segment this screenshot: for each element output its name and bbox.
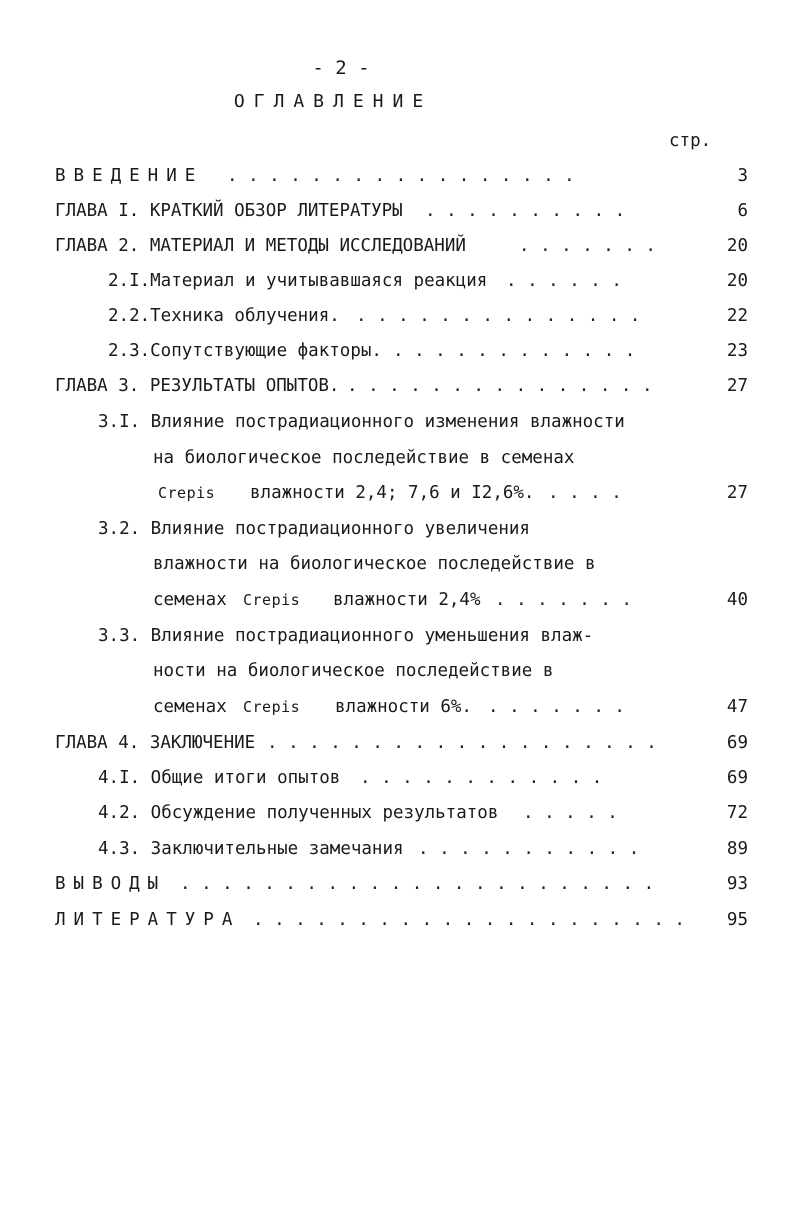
toc-leader-dots: . . . . . . . xyxy=(495,590,632,610)
toc-leader-dots: . . . . . xyxy=(523,803,618,823)
toc-page-number: 95 xyxy=(726,910,748,930)
toc-page-number: 69 xyxy=(726,768,748,788)
toc-page-number: 89 xyxy=(726,839,748,859)
toc-page-number: 27 xyxy=(726,483,748,503)
toc-page-number: 6 xyxy=(737,201,748,221)
toc-page-number: 72 xyxy=(726,803,748,823)
toc-entry-title: ВЫВОДЫ xyxy=(55,874,167,894)
page-column-label: стр. xyxy=(669,131,712,151)
toc-leader-dots: . . . . . . . . . . . . xyxy=(393,341,636,361)
toc-entry-title: семенах xyxy=(153,590,227,610)
toc-leader-dots: . . . . . . . . . . . . . . . . . . . xyxy=(267,733,657,753)
toc-entry-title: ности на биологическое последействие в xyxy=(153,661,554,681)
toc-entry-title: 2.2.Техника облучения. xyxy=(108,306,340,326)
toc-page-number: 20 xyxy=(726,236,748,256)
toc-entry-title: 3.3. Влияние пострадиационного уменьшения влаж- xyxy=(98,626,594,646)
toc-leader-dots: . . . . . . . . . . . . . . . . . . . . . xyxy=(253,910,685,930)
toc-leader-dots: . . . . . . . . . . . . . . xyxy=(356,306,641,326)
toc-leader-dots: . . . . . . . . . . . xyxy=(418,839,640,859)
toc-page-number: 69 xyxy=(726,733,748,753)
toc-entry-title: на биологическое последействие в семенах xyxy=(153,448,575,468)
toc-page-number: 20 xyxy=(726,271,748,291)
toc-entry-title: 2.I.Материал и учитывавшаяся реакция xyxy=(108,271,488,291)
toc-entry-title-rest: влажности 6%. xyxy=(335,697,472,717)
toc-leader-dots: . . . . . . . . . . . . xyxy=(360,768,603,788)
toc-leader-dots: . . . . xyxy=(548,483,622,503)
toc-page-number: 47 xyxy=(726,697,748,717)
toc-page-number: 93 xyxy=(726,874,748,894)
toc-page-number: 40 xyxy=(726,590,748,610)
toc-page-number: 23 xyxy=(726,341,748,361)
toc-entry-title: влажности 2,4; 7,6 и I2,6%. xyxy=(250,483,535,503)
toc-leader-dots: . . . . . . . . . . xyxy=(425,201,626,221)
toc-leader-dots: . . . . . . . xyxy=(519,236,656,256)
toc-entry-title: 4.I. Общие итоги опытов xyxy=(98,768,341,788)
toc-entry-title: ГЛАВА 3. РЕЗУЛЬТАТЫ ОПЫТОВ. xyxy=(55,376,340,396)
toc-latin-term: Crepis xyxy=(243,591,301,609)
toc-latin-term: Crepis xyxy=(158,484,216,502)
toc-entry-title: 4.3. Заключительные замечания xyxy=(98,839,404,859)
toc-entry-title: ГЛАВА I. КРАТКИЙ ОБЗОР ЛИТЕРАТУРЫ xyxy=(55,201,403,221)
toc-entry-title: семенах xyxy=(153,697,227,717)
toc-entry-title: ГЛАВА 4. ЗАКЛЮЧЕНИЕ xyxy=(55,733,256,753)
page-number: - 2 - xyxy=(312,57,370,79)
toc-leader-dots: . . . . . . . . . . . . . . . . . . . . . . . xyxy=(180,874,655,894)
toc-entry-title: 3.I. Влияние пострадиационного изменения влажности xyxy=(98,412,625,432)
toc-entry-title: 3.2. Влияние пострадиационного увеличения xyxy=(98,519,530,539)
toc-entry-title: ГЛАВА 2. МАТЕРИАЛ И МЕТОДЫ ИССЛЕДОВАНИЙ xyxy=(55,236,466,256)
toc-entry-title: влажности на биологическое последействие в xyxy=(153,554,596,574)
toc-leader-dots: . . . . . . . . . . . . . . . xyxy=(347,376,653,396)
toc-leader-dots: . . . . . . . . . . . . . . . . . xyxy=(227,166,575,186)
toc-entry-title: ВВЕДЕНИЕ xyxy=(55,166,204,186)
toc-entry-title: 4.2. Обсуждение полученных результатов xyxy=(98,803,499,823)
toc-page-number: 22 xyxy=(726,306,748,326)
toc-latin-term: Crepis xyxy=(243,698,301,716)
toc-entry-title-rest: влажности 2,4% xyxy=(333,590,481,610)
toc-leader-dots: . . . . . . . xyxy=(488,697,625,717)
toc-entry-title: 2.3.Сопутствующие факторы. xyxy=(108,341,382,361)
toc-leader-dots: . . . . . . xyxy=(506,271,622,291)
toc-entry-title: ЛИТЕРАТУРА xyxy=(55,910,241,930)
page-title: ОГЛАВЛЕНИЕ xyxy=(233,91,433,112)
toc-page-number: 3 xyxy=(737,166,748,186)
toc-page-number: 27 xyxy=(726,376,748,396)
